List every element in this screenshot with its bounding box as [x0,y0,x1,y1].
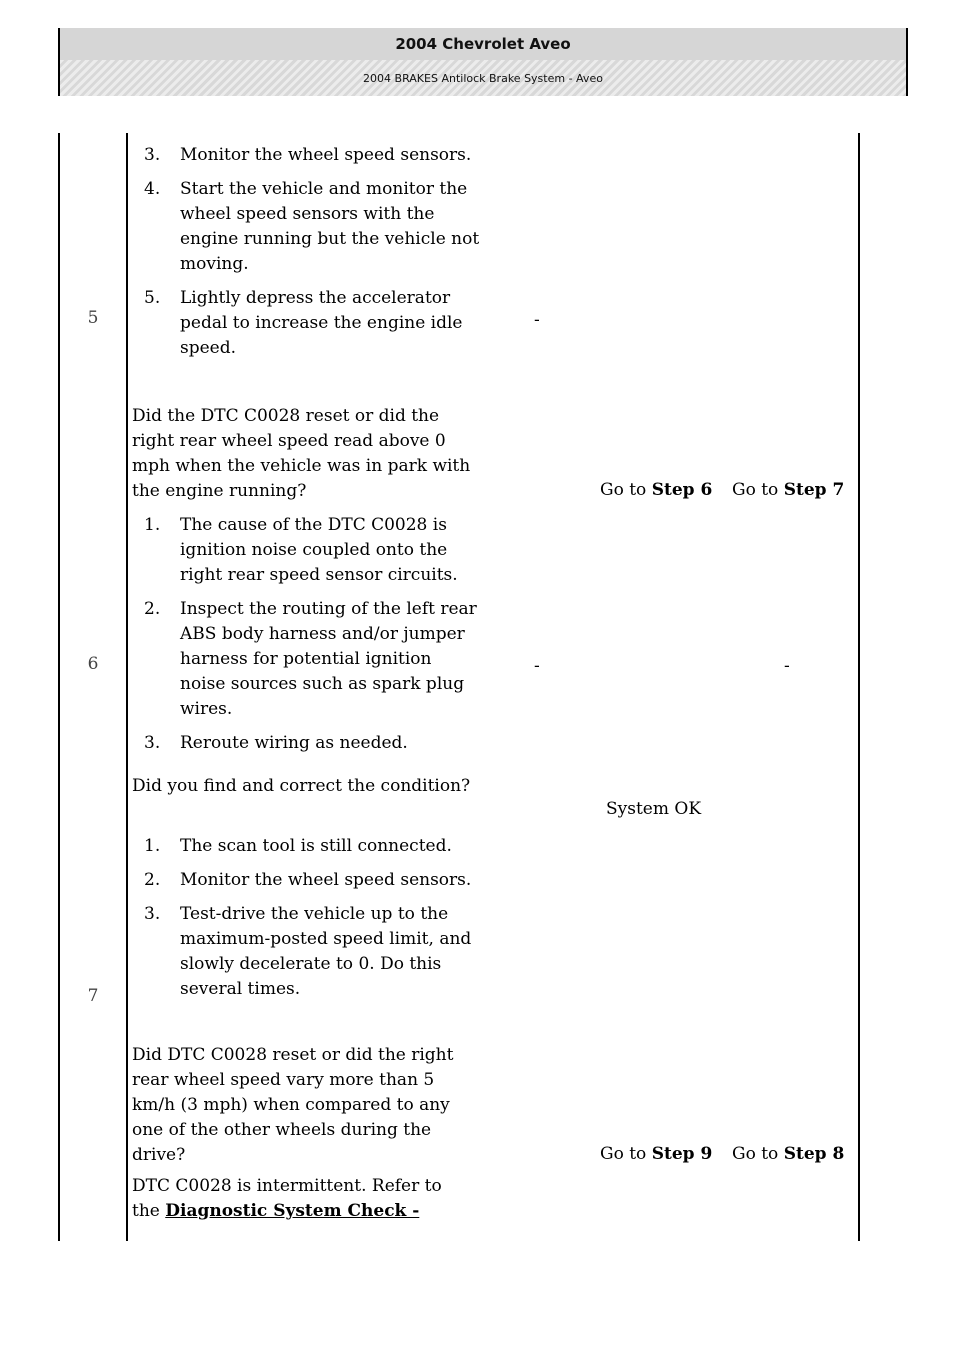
step-5-action-list [144,143,480,370]
step-9-link[interactable]: Step 9 [651,1144,713,1164]
step-6-action-list [144,513,480,765]
list-item: 3. Reroute wiring as needed. [144,733,408,753]
page-header [58,28,908,96]
diagnostic-system-check-link[interactable]: Diagnostic System Check - [165,1201,420,1221]
step-number: 6 [87,654,99,674]
header-title-bar [60,28,906,60]
step-7-link[interactable]: Step 7 [783,480,845,500]
step-number: 7 [87,986,99,1006]
step-6-no: - [784,656,790,676]
list-item: 3. Monitor the wheel speed sensors. [144,145,472,165]
step-8-link[interactable]: Step 8 [783,1144,845,1164]
list-item: 5. Lightly depress the accelerator pedal to increase the engine idle speed. [144,288,463,358]
step-6-question: Did you find and correct the condition? [132,776,471,796]
step-6-yes: System OK [606,799,702,819]
list-item: 1. The scan tool is still connected. [144,836,452,856]
step-6-link[interactable]: Step 6 [651,480,713,500]
table-border-left [58,133,60,1241]
step-7-yes: Go to Step 9 [600,1144,713,1164]
step-7-no: Go to Step 8 [732,1144,845,1164]
step-5-yes: Go to Step 6 [600,480,713,500]
list-item: 2. Monitor the wheel speed sensors. [144,870,472,890]
step-7-question: Did DTC C0028 reset or did the right rear wheel speed vary more than 5 km/h (3 mph) when compared to any one of the other wheels during the drive? [132,1045,454,1165]
table-border-right [858,133,860,1241]
list-item: 3. Test-drive the vehicle up to the maximum-posted speed limit, and slowly decelerate to 0. Do this several times. [144,904,472,999]
step-5-no: Go to Step 7 [732,480,845,500]
table-column-divider [126,133,128,1241]
header-title: 2004 Chevrolet Aveo [395,35,571,53]
step-number: 5 [87,308,99,328]
step-6-value: - [534,656,540,676]
list-item: 4. Start the vehicle and monitor the wheel speed sensors with the engine running but the vehicle not moving. [144,179,480,274]
step-5-question: Did the DTC C0028 reset or did the right rear wheel speed read above 0 mph when the vehicle was in park with the engine running? [132,406,471,501]
header-subtitle-bar [60,60,906,96]
header-subtitle: 2004 BRAKES Antilock Brake System - Aveo [363,71,603,85]
step-5-value: - [534,310,540,330]
step-8-text: DTC C0028 is intermittent. Refer to the Diagnostic System Check - [132,1176,442,1221]
list-item: 1. The cause of the DTC C0028 is ignition noise coupled onto the right rear speed sensor circuits. [144,515,458,585]
list-item: 2. Inspect the routing of the left rear ABS body harness and/or jumper harness for potential ignition noise sources such as spark plug wires. [144,599,477,719]
step-7-action-list [144,834,480,1011]
